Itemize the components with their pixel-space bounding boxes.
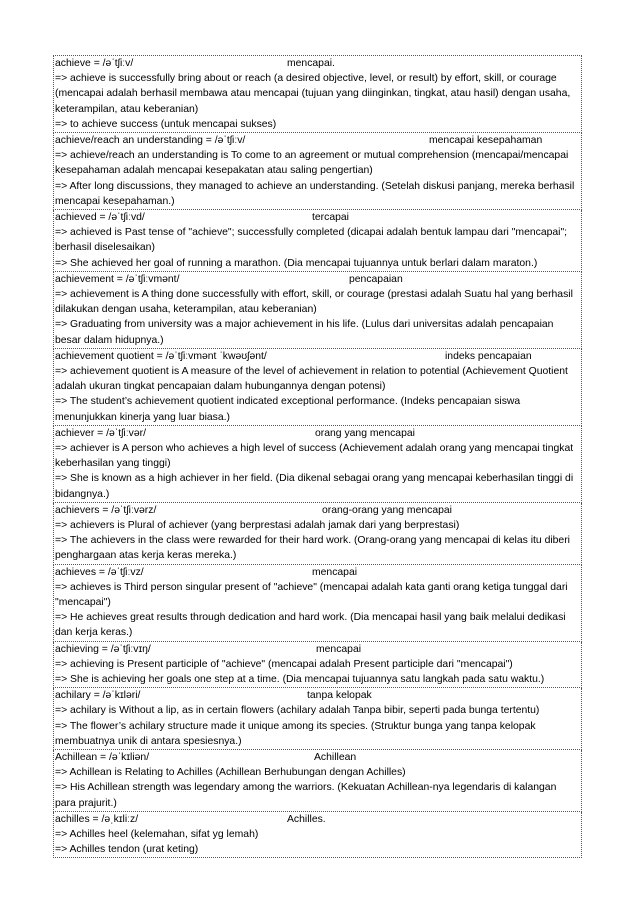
entry-example: => She is known as a high achiever in her field. (Dia dikenal sebagai orang yang mencapai keberhasilan tinggi di bidangnya.): [55, 473, 574, 500]
entry-definition: => achieve is successfully bring about or reach (a desired objective, level, or result) by effort, skill, or courage (mencapai adalah berhasil membawa atau mencapai (tujuan yang diinginkan, tingkat, atau hasil) dengan usaha, keterampilan, atau keberanian): [55, 73, 571, 115]
entry-meaning: mencapai.: [287, 58, 335, 69]
entry-definition: => Achilles heel (kelemahan, sifat yg lemah): [55, 828, 259, 840]
entry-headword: achievement quotient = /əˈtʃiːvmənt ˈkwəʊʃənt/: [55, 350, 267, 362]
entry-headword: achieves = /əˈtʃiːvz/: [55, 566, 144, 578]
entry-example: => The student’s achievement quotient indicated exceptional performance. (Indeks pencapaian siswa menunjukkan kinerja yang luar biasa.): [55, 396, 521, 423]
entry-definition: => achilary is Without a lip, as in certain flowers (achilary adalah Tanpa bibir, seperti pada bunga tertentu): [55, 705, 540, 717]
entry-header: [55, 349, 580, 364]
dictionary-entry: [53, 688, 582, 750]
entry-example: => Achilles tendon (urat keting): [55, 844, 199, 856]
entry-example: => to achieve success (untuk mencapai sukses): [55, 118, 277, 130]
entry-example: => The flower’s achilary structure made it unique among its species. (Struktur bunga yang tanpa kelopak membuatnya unik di antara spesiesnya.): [55, 720, 536, 747]
entry-example: => He achieves great results through dedication and hard work. (Dia mencapai hasil yang baik melalui dedikasi dan kerja keras.): [55, 612, 566, 639]
entry-header: [55, 503, 580, 518]
entry-meaning: pencapaian: [349, 273, 403, 285]
entry-definition: => achievers is Plural of achiever (yang berprestasi adalah jamak dari yang berprestasi): [55, 519, 460, 531]
entry-headword: achiever = /əˈtʃiːvər/: [55, 427, 146, 439]
entry-headword: achievers = /əˈtʃiːvərz/: [55, 504, 157, 516]
entry-meaning: tercapai: [312, 212, 349, 223]
entry-example: => After long discussions, they managed to achieve an understanding. (Setelah diskusi panjang, mereka berhasil mencapai kesepahaman.): [55, 180, 575, 207]
entry-meaning: mencapai kesepahaman: [429, 135, 543, 146]
entry-definition: => achieved is Past tense of "achieve"; successfully completed (dicapai adalah bentuk lampau dari "mencapai"; berhasil diselesaikan): [55, 227, 568, 254]
entry-header: [55, 56, 580, 71]
entry-meaning: indeks pencapaian: [445, 350, 532, 362]
entry-headword: achieving = /əˈtʃiːvɪŋ/: [55, 643, 151, 655]
entry-meaning: Achillean: [314, 751, 357, 763]
entry-headword: achieved = /əˈtʃiːvd/: [55, 212, 145, 223]
entry-headword: achievement = /əˈtʃiːvmənt/: [55, 273, 180, 285]
entry-meaning: tanpa kelopak: [307, 690, 372, 702]
dictionary-entry: [53, 642, 582, 689]
entry-example: => She achieved her goal of running a marathon. (Dia mencapai tujuannya untuk berlari dalam maraton.): [55, 257, 538, 269]
entry-example: => His Achillean strength was legendary among the warriors. (Kekuatan Achillean-nya legendaris di kalangan para prajurit.): [55, 782, 557, 809]
entry-definition: => achiever is A person who achieves a high level of success (Achievement adalah orang yang mencapai tingkat keberhasilan yang tinggi): [55, 442, 574, 470]
dictionary-page: [53, 55, 582, 858]
entry-header: [55, 133, 580, 148]
entry-header: [55, 642, 580, 657]
dictionary-entry: [53, 133, 582, 210]
entry-header: [55, 565, 580, 580]
dictionary-entry: [53, 349, 582, 426]
entry-definition: => achieves is Third person singular present of "achieve" (mencapai adalah kata ganti orang ketiga tunggal dari "mencapai"): [55, 581, 568, 608]
entry-headword: achieve = /əˈtʃiːv/: [55, 58, 134, 69]
dictionary-entry: [53, 55, 582, 133]
entry-header: [55, 688, 580, 703]
entry-header: [55, 272, 580, 287]
entry-example: => Graduating from university was a major achievement in his life. (Lulus dari universitas adalah pencapaian besar dalam hidupnya.): [55, 319, 554, 346]
entry-header: [55, 750, 580, 765]
entry-header: [55, 210, 580, 225]
entry-meaning: orang-orang yang mencapai: [322, 504, 452, 516]
entry-example: => She is achieving her goals one step at a time. (Dia mencapai tujuannya satu langkah pada satu waktu.): [55, 673, 545, 685]
dictionary-entry: [53, 272, 582, 349]
entry-example: => The achievers in the class were rewarded for their hard work. (Orang-orang yang mencapai di kelas itu diberi penghargaan atas kerja keras mereka.): [55, 535, 570, 562]
entry-definition: => achievement quotient is A measure of the level of achievement in relation to potential (Achievement Quotient adalah ukuran tingkat pencapaian dalam hubungannya dengan potensi): [55, 365, 568, 393]
entry-meaning: mencapai: [316, 643, 362, 655]
dictionary-entry: [53, 812, 582, 859]
entry-meaning: mencapai: [312, 566, 358, 578]
entry-meaning: Achilles.: [287, 813, 326, 825]
entry-header: [55, 812, 580, 827]
dictionary-entry: [53, 750, 582, 812]
entry-meaning: orang yang mencapai: [315, 427, 415, 439]
entry-definition: => achievement is A thing done successfully with effort, skill, or courage (prestasi adalah Suatu hal yang berhasil dilakukan dengan usaha, keterampilan, atau keberanian): [55, 288, 573, 316]
dictionary-entry: [53, 426, 582, 503]
entry-headword: Achillean = /əˈkɪliən/: [55, 751, 150, 763]
entry-headword: achilary = /əˈkɪləri/: [55, 690, 141, 702]
dictionary-entry: [53, 210, 582, 272]
entry-definition: => achieve/reach an understanding is To come to an agreement or mutual comprehension (mencapai/mencapai kesepahaman adalah mencapai kesepakatan atau saling pengertian): [55, 150, 569, 177]
entry-headword: achieve/reach an understanding = /əˈtʃiːv/: [55, 135, 246, 146]
dictionary-entry: [53, 503, 582, 565]
entry-header: [55, 426, 580, 441]
dictionary-entry: [53, 565, 582, 642]
entry-headword: achilles = /əˌkɪliːz/: [55, 813, 139, 825]
entry-definition: => achieving is Present participle of "achieve" (mencapai adalah Present participle dari "mencapai"): [55, 658, 513, 670]
entry-definition: => Achillean is Relating to Achilles (Achillean Berhubungan dengan Achilles): [55, 767, 406, 779]
